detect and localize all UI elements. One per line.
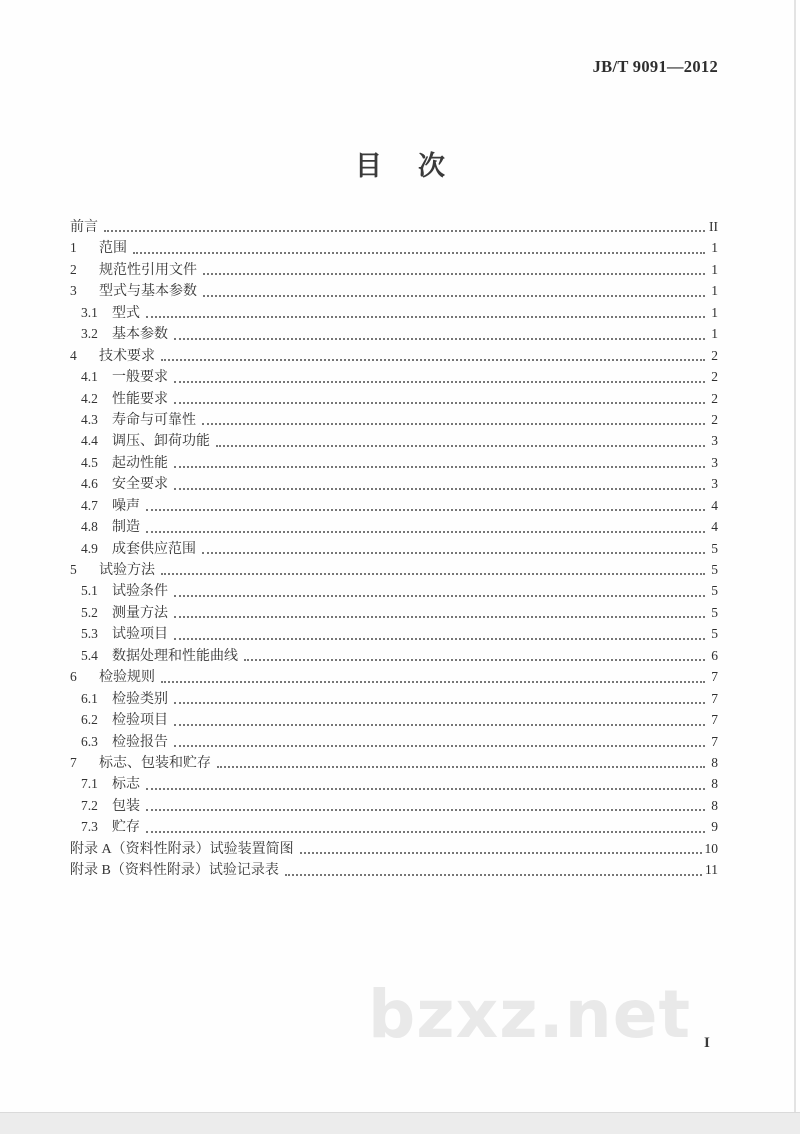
- toc-entry-number: 4.7: [81, 497, 98, 513]
- toc-entry-number: 1: [70, 240, 77, 256]
- toc-row: [70, 323, 718, 344]
- dot-leader: [174, 701, 705, 704]
- toc-entry-label: 数据处理和性能曲线: [112, 648, 238, 664]
- toc-row: [70, 859, 718, 880]
- toc-entry-number: 7.2: [81, 797, 98, 813]
- toc-entry-number: 4.4: [81, 433, 98, 449]
- scan-edge-right: [794, 0, 796, 1134]
- standard-code-header: JB/T 9091—2012: [592, 57, 718, 76]
- toc-entry-page: 7: [711, 712, 718, 728]
- toc-row: [70, 280, 718, 301]
- toc-row: [70, 366, 718, 387]
- toc-entry-label: 成套供应范围: [112, 541, 196, 557]
- toc-entry-label: 标志、包装和贮存: [99, 755, 211, 771]
- toc-entry-label: 贮存: [112, 820, 140, 836]
- toc-entry-label: 调压、卸荷功能: [112, 434, 210, 450]
- toc-row: [70, 259, 718, 280]
- toc-row: [70, 430, 718, 451]
- dot-leader: [174, 337, 705, 340]
- page-title: [0, 144, 800, 183]
- toc-row: [70, 559, 718, 580]
- dot-leader: [146, 530, 705, 533]
- toc-entry-label: 标志: [112, 777, 140, 793]
- dot-leader: [174, 744, 705, 747]
- toc-entry-number: 5.1: [81, 583, 98, 599]
- toc-row: [70, 816, 718, 837]
- toc-entry-label: 一般要求: [112, 370, 168, 386]
- toc-entry-number: 4.3: [81, 411, 98, 427]
- toc-entry-label: 噪声: [112, 498, 140, 514]
- page-title-char-left: 目: [355, 151, 382, 181]
- toc-entry-page: 7: [711, 733, 718, 749]
- dot-leader: [146, 315, 705, 318]
- dot-leader: [285, 873, 702, 876]
- toc-entry-page: 2: [711, 369, 718, 385]
- toc-entry-number: 5: [70, 562, 77, 577]
- toc-row: [70, 473, 718, 494]
- dot-leader: [202, 422, 705, 425]
- toc-entry-page: 5: [711, 626, 718, 642]
- toc-entry-number: 7.1: [81, 776, 98, 792]
- toc-entry-number: 3.2: [81, 326, 98, 342]
- toc-entry-number: 4.5: [81, 454, 98, 470]
- toc-entry-label: 前言: [70, 220, 98, 235]
- toc-entry-number: 4.9: [81, 540, 98, 556]
- dot-leader: [217, 765, 705, 768]
- toc-entry-page: 1: [711, 283, 718, 299]
- toc-entry-label: 范围: [99, 241, 127, 257]
- toc-entry-page: 5: [711, 604, 718, 620]
- toc-entry-label: 附录 B（资料性附录）试验记录表: [70, 863, 279, 879]
- dot-leader: [203, 294, 705, 297]
- toc-row: [70, 388, 718, 409]
- toc-entry-page: 4: [711, 497, 718, 513]
- toc-entry-number: 5.3: [81, 626, 98, 642]
- dot-leader: [161, 358, 705, 361]
- dot-leader: [244, 658, 705, 661]
- toc-entry-number: 5.2: [81, 604, 98, 620]
- toc-entry-page: 4: [711, 519, 718, 535]
- dot-leader: [146, 508, 705, 511]
- toc-entry-page: 5: [711, 562, 718, 577]
- toc-entry-page: 2: [711, 411, 718, 427]
- toc-entry-label: 检验报告: [112, 734, 168, 750]
- scan-edge-bottom: [0, 1112, 800, 1134]
- toc-entry-page: 1: [711, 261, 718, 277]
- toc-entry-number: 5.4: [81, 647, 98, 663]
- toc-row: [70, 666, 718, 687]
- toc-row: [70, 838, 718, 859]
- toc-entry-label: 试验条件: [112, 584, 168, 600]
- toc-entry-number: 7.3: [81, 819, 98, 835]
- toc-entry-label: 寿命与可靠性: [112, 412, 196, 428]
- page-title-char-right: 次: [418, 151, 445, 181]
- toc-row: [70, 795, 718, 816]
- toc-list: [70, 216, 718, 881]
- toc-entry-label: 附录 A（资料性附录）试验装置简图: [70, 841, 294, 857]
- dot-leader: [174, 465, 705, 468]
- toc-entry-number: 6.2: [81, 712, 98, 728]
- toc-entry-label: 测量方法: [112, 605, 168, 621]
- dot-leader: [202, 551, 705, 554]
- dot-leader: [161, 680, 705, 683]
- toc-entry-page: 8: [711, 754, 718, 770]
- toc-row: [70, 688, 718, 709]
- toc-entry-label: 规范性引用文件: [99, 262, 197, 278]
- toc-entry-page: 2: [711, 390, 718, 406]
- toc-entry-number: 4.6: [81, 476, 98, 492]
- toc-entry-page: 10: [704, 840, 718, 856]
- toc-row: [70, 623, 718, 644]
- toc-row: [70, 645, 718, 666]
- toc-entry-number: 6: [70, 669, 77, 685]
- toc-entry-number: 4: [70, 347, 77, 363]
- dot-leader: [174, 615, 705, 618]
- toc-entry-page: 9: [711, 819, 718, 835]
- dot-leader: [146, 830, 705, 833]
- toc-entry-label: 基本参数: [112, 327, 168, 343]
- toc-row: [70, 495, 718, 516]
- toc-row: [70, 409, 718, 430]
- dot-leader: [216, 444, 705, 447]
- toc-row: [70, 731, 718, 752]
- toc-entry-page: 7: [711, 690, 718, 706]
- toc-entry-number: 7: [70, 754, 77, 770]
- toc-entry-label: 性能要求: [112, 391, 168, 407]
- toc-entry-number: 6.3: [81, 733, 98, 749]
- dot-leader: [146, 808, 705, 811]
- toc-entry-number: 3.1: [81, 304, 98, 320]
- dot-leader: [174, 723, 705, 726]
- toc-entry-label: 制造: [112, 520, 140, 536]
- toc-entry-page: II: [709, 219, 718, 234]
- toc-entry-page: 8: [711, 776, 718, 792]
- dot-leader: [174, 380, 705, 383]
- folio-page-number: I: [704, 1035, 710, 1051]
- toc-entry-page: 1: [711, 304, 718, 320]
- toc-row: [70, 538, 718, 559]
- toc-row: [70, 773, 718, 794]
- toc-entry-label: 安全要求: [112, 477, 168, 493]
- toc-entry-page: 8: [711, 797, 718, 813]
- dot-leader: [174, 401, 705, 404]
- toc-row: [70, 752, 718, 773]
- toc-entry-number: 4.2: [81, 390, 98, 406]
- dot-leader: [146, 787, 705, 790]
- toc-entry-label: 型式与基本参数: [99, 284, 197, 300]
- toc-entry-page: 3: [711, 476, 718, 492]
- toc-entry-label: 检验规则: [99, 670, 155, 686]
- toc-entry-label: 试验项目: [112, 627, 168, 643]
- toc-entry-page: 2: [711, 347, 718, 363]
- dot-leader: [104, 229, 705, 232]
- dot-leader: [174, 637, 705, 640]
- toc-entry-page: 3: [711, 433, 718, 449]
- dot-leader: [174, 594, 705, 597]
- toc-row: [70, 345, 718, 366]
- dot-leader: [161, 572, 705, 575]
- toc-entry-label: 检验类别: [112, 691, 168, 707]
- toc-entry-page: 6: [711, 647, 718, 663]
- dot-leader: [174, 487, 705, 490]
- toc-entry-page: 5: [711, 540, 718, 556]
- toc-entry-page: 7: [711, 669, 718, 685]
- toc-entry-number: 6.1: [81, 690, 98, 706]
- toc-entry-label: 起动性能: [112, 455, 168, 471]
- toc-entry-number: 4.8: [81, 519, 98, 535]
- toc-row: [70, 302, 718, 323]
- toc-entry-page: 1: [711, 240, 718, 256]
- toc-entry-label: 型式: [112, 305, 140, 321]
- toc-entry-label: 包装: [112, 798, 140, 814]
- toc-row: [70, 602, 718, 623]
- toc-entry-label: 试验方法: [99, 563, 155, 578]
- toc-row: [70, 452, 718, 473]
- dot-leader: [133, 251, 705, 254]
- dot-leader: [203, 272, 705, 275]
- toc-row: [70, 580, 718, 601]
- toc-row: [70, 516, 718, 537]
- toc-row: [70, 709, 718, 730]
- toc-entry-number: 2: [70, 261, 77, 277]
- toc-entry-page: 3: [711, 454, 718, 470]
- toc-entry-number: 3: [70, 283, 77, 299]
- toc-row: [70, 216, 718, 237]
- toc-entry-page: 5: [711, 583, 718, 599]
- dot-leader: [300, 851, 702, 854]
- toc-entry-label: 检验项目: [112, 713, 168, 729]
- toc-entry-page: 1: [711, 326, 718, 342]
- toc-entry-label: 技术要求: [99, 348, 155, 364]
- toc-row: [70, 237, 718, 258]
- watermark-text: bzxz.net: [368, 976, 692, 1053]
- toc-entry-page: 11: [705, 862, 718, 878]
- toc-entry-number: 4.1: [81, 369, 98, 385]
